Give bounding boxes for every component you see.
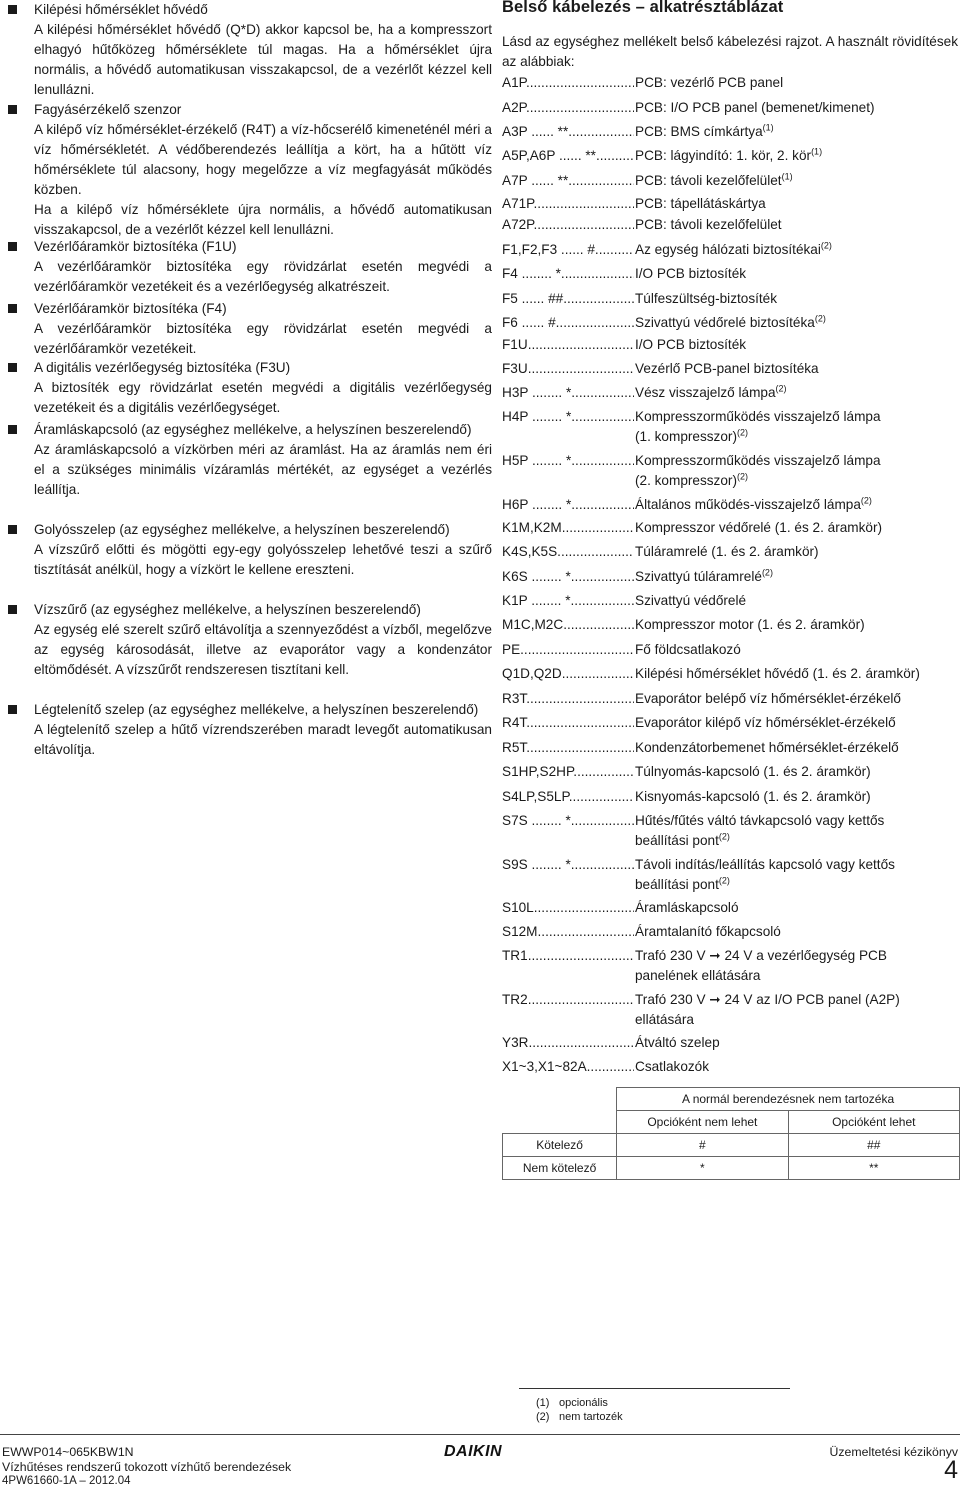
- part-description-text: Szivattyú túláramrelé: [635, 569, 762, 584]
- part-description: [635, 1033, 960, 1053]
- part-description-text: PCB: távoli kezelőfelület: [635, 217, 782, 232]
- part-description-text: PCB: BMS címkártya: [635, 124, 763, 139]
- part-description-text: PCB: távoli kezelőfelület: [635, 173, 782, 188]
- page-number: 4: [944, 1456, 958, 1484]
- part-code: [502, 946, 634, 966]
- part-code-text: A2P: [502, 100, 526, 115]
- part-description: [635, 567, 960, 587]
- part-description: [635, 738, 960, 758]
- part-description: [635, 264, 960, 284]
- bullet-heading: Légtelenítő szelep (az egységhez mellékelve, a helyszínen beszerelendő): [34, 702, 479, 717]
- part-description-text: Túláramrelé (1. és 2. áramkör): [635, 544, 819, 559]
- part-code: [502, 335, 634, 355]
- part-description-text: Kompresszorműködés visszajelző lámpa: [635, 453, 881, 468]
- part-description-line2: (2. kompresszor): [635, 473, 737, 488]
- footnote-text: nem tartozék: [559, 1411, 623, 1423]
- part-code: [502, 171, 634, 191]
- bullet-item: [6, 237, 492, 297]
- part-description-text: Túlfeszültség-biztosíték: [635, 291, 778, 306]
- part-description-text: I/O PCB biztosíték: [635, 337, 747, 352]
- part-description: [635, 898, 960, 918]
- part-code-text: K4S,K5S: [502, 544, 558, 559]
- footnote-text: opcionális: [559, 1397, 608, 1409]
- footnote-ref: (2): [814, 313, 826, 324]
- legend-cell: **: [788, 1157, 959, 1180]
- bullet-text: Ha a kilépő víz hőmérséklete újra normális, a hővédő automatikusan visszakapcsol, de a vezérlőt kézzel kell lenullázni.: [34, 202, 492, 237]
- part-description-text: I/O PCB biztosíték: [635, 266, 747, 281]
- part-description-text: Trafó 230 V ➞ 24 V az I/O PCB panel (A2P): [635, 992, 900, 1007]
- part-code: [502, 98, 634, 118]
- part-code: [502, 215, 634, 235]
- part-code-text: F1,F2,F3 ...... #: [502, 242, 595, 257]
- part-code: [502, 898, 634, 918]
- part-description: [635, 335, 960, 355]
- part-code-text: Q1D,Q2D: [502, 666, 562, 681]
- part-description-line2: panelének ellátására: [635, 968, 761, 983]
- part-code: [502, 762, 634, 782]
- footnote: [536, 1396, 608, 1410]
- part-description: [635, 383, 960, 403]
- part-code-text: A72P: [502, 217, 534, 232]
- square-bullet-icon: [8, 242, 17, 251]
- part-code: [502, 615, 634, 635]
- bullet-item: [6, 520, 492, 580]
- square-bullet-icon: [8, 304, 17, 313]
- part-description-text: Kompresszorműködés visszajelző lámpa: [635, 409, 881, 424]
- footer-manual-title: Üzemeltetési kézikönyv: [829, 1445, 958, 1459]
- part-description: [635, 451, 960, 491]
- part-code: [502, 313, 634, 333]
- part-description-text: Áramtalanító főkapcsoló: [635, 924, 781, 939]
- part-description: [635, 215, 960, 235]
- part-description-text: Trafó 230 V ➞ 24 V a vezérlőegység PCB: [635, 948, 887, 963]
- part-code: [502, 240, 634, 260]
- part-code: [502, 542, 634, 562]
- square-bullet-icon: [8, 5, 17, 14]
- part-code: [502, 640, 634, 660]
- footnote-ref: (1): [781, 171, 793, 182]
- part-code-text: S12M: [502, 924, 538, 939]
- bullet-text: A biztosíték egy rövidzárlat esetén megvédi a digitális vezérlőegység vezetékeit és a digitális vezérlőegységet.: [34, 380, 492, 415]
- part-code-text: A3P ...... **: [502, 124, 569, 139]
- part-description: [635, 946, 960, 986]
- part-code-text: H4P ........ *: [502, 409, 572, 424]
- bullet-text: Az áramláskapcsoló a vízkörben méri az áramlást. Ha az áramlás nem éri el a szükséges minimális vízáramlás mértékét, az egységet a vezérlés leállítja.: [34, 442, 492, 497]
- bullet-heading: Áramláskapcsoló (az egységhez mellékelve, a helyszínen beszerelendő): [34, 422, 472, 437]
- part-description-line2: beállítási pont: [635, 833, 719, 848]
- part-description-text: Kilépési hőmérséklet hővédő (1. és 2. áramkör): [635, 666, 920, 681]
- part-code: [502, 811, 634, 831]
- part-description-text: Csatlakozók: [635, 1059, 710, 1074]
- bullet-heading: Vezérlőáramkör biztosítéka (F4): [34, 301, 227, 316]
- part-description-text: Szivattyú védőrelé biztosítéka: [635, 315, 815, 330]
- part-code-text: A7P ...... **: [502, 173, 569, 188]
- part-description-line2: beállítási pont: [635, 877, 719, 892]
- footnote-ref: (2): [718, 875, 730, 886]
- part-description-text: Evaporátor belépő víz hőmérséklet-érzékelő: [635, 691, 901, 706]
- section-title: Belső kábelezés – alkatrésztáblázat: [502, 0, 784, 16]
- footnote-ref: (2): [820, 240, 832, 251]
- part-code: [502, 495, 634, 515]
- part-description: [635, 591, 960, 611]
- square-bullet-icon: [8, 605, 17, 614]
- daikin-logo: [444, 1442, 518, 1463]
- legend-cell: #: [617, 1134, 788, 1157]
- footnote-number: (1): [536, 1397, 550, 1409]
- part-code-text: PE: [502, 642, 521, 657]
- square-bullet-icon: [8, 363, 17, 372]
- part-code-text: TR2: [502, 992, 528, 1007]
- part-description-line2: ellátására: [635, 1012, 694, 1027]
- part-code-text: Y3R: [502, 1035, 529, 1050]
- part-description-text: Szivattyú védőrelé: [635, 593, 747, 608]
- part-code: [502, 689, 634, 709]
- part-code-text: F1U: [502, 337, 528, 352]
- square-bullet-icon: [8, 525, 17, 534]
- part-code-text: X1~3,X1~82A: [502, 1059, 587, 1074]
- part-description-text: PCB: vezérlő PCB panel: [635, 75, 784, 90]
- part-code-text: H6P ........ *: [502, 497, 572, 512]
- part-code: [502, 922, 634, 942]
- part-code-text: A1P: [502, 75, 526, 90]
- part-code-text: K1M,K2M: [502, 520, 562, 535]
- bullet-heading: A digitális vezérlőegység biztosítéka (F3U): [34, 360, 291, 375]
- part-description-text: Vezérlő PCB-panel biztosítéka: [635, 361, 819, 376]
- part-description-text: Az egység hálózati biztosítékai: [635, 242, 821, 257]
- part-code-text: R5T: [502, 740, 527, 755]
- part-code-text: S4LP,S5LP: [502, 789, 569, 804]
- part-code-text: K6S ........ *: [502, 569, 571, 584]
- part-description: [635, 664, 960, 684]
- part-description: [635, 359, 960, 379]
- part-description: [635, 73, 960, 93]
- part-description-text: Kondenzátorbemenet hőmérséklet-érzékelő: [635, 740, 899, 755]
- part-code-text: F6 ...... #: [502, 315, 556, 330]
- part-code-text: A5P,A6P ...... **: [502, 148, 596, 163]
- legend-col-2: Opcióként lehet: [788, 1111, 959, 1134]
- bullet-item: [6, 0, 492, 100]
- part-code-text: F3U: [502, 361, 528, 376]
- square-bullet-icon: [8, 425, 17, 434]
- part-code-text: K1P ........ *: [502, 593, 571, 608]
- part-code-text: R3T: [502, 691, 527, 706]
- part-code: [502, 359, 634, 379]
- part-code: [502, 73, 634, 93]
- part-description: [635, 640, 960, 660]
- legend-cell: ##: [788, 1134, 959, 1157]
- footnote-ref: (2): [736, 471, 748, 482]
- footnote-ref: (2): [775, 383, 787, 394]
- part-description: [635, 713, 960, 733]
- part-description: [635, 689, 960, 709]
- part-description: [635, 289, 960, 309]
- part-code-text: F4 ........ *: [502, 266, 561, 281]
- bullet-text: Az egység elé szerelt szűrő eltávolítja a szennyeződést a vízből, megelőzve az egység károsodását, illetve az evaporátor vagy a kondenzátor eltömődését. A vízszűrőt rendszeresen tisztítani kell.: [34, 622, 492, 677]
- part-code-text: S1HP,S2HP: [502, 764, 574, 779]
- part-description-text: Hűtés/fűtés váltó távkapcsoló vagy kettős: [635, 813, 885, 828]
- part-description: [635, 171, 960, 191]
- section-intro: Lásd az egységhez mellékelt belső kábelezési rajzot. A használt rövidítések az alábbiak:: [502, 34, 958, 69]
- part-description: [635, 922, 960, 942]
- bullet-item: [6, 700, 492, 760]
- part-description: [635, 98, 960, 118]
- legend-header: A normál berendezésnek nem tartozéka: [617, 1088, 960, 1111]
- part-code-text: H3P ........ *: [502, 385, 572, 400]
- part-description: [635, 122, 960, 142]
- part-description-text: Általános működés-visszajelző lámpa: [635, 497, 861, 512]
- part-code: [502, 1057, 634, 1077]
- part-description: [635, 407, 960, 447]
- part-code: [502, 146, 634, 166]
- footer-doc-number: 4PW61660-1A – 2012.04: [2, 1475, 131, 1487]
- bullet-text: A légtelenítő szelep a hűtő vízrendszerében maradt levegőt automatikusan eltávolítja.: [34, 722, 492, 757]
- bullet-item: [6, 420, 492, 500]
- footer-rule: [0, 1434, 960, 1435]
- bullet-text: A vezérlőáramkör biztosítéka egy rövidzárlat esetén megvédi a vezérlőáramkör vezetékeit.: [34, 321, 492, 356]
- part-description: [635, 146, 960, 166]
- part-code: [502, 518, 634, 538]
- legend-row: [503, 1157, 960, 1180]
- footnote-ref: (2): [718, 831, 730, 842]
- daikin-logo-text: DAIKIN: [444, 1443, 503, 1458]
- bullet-text: A vezérlőáramkör biztosítéka egy rövidzárlat esetén megvédi a vezérlőáramkör vezetékeit és a vezérlőegység alkatrészeit.: [34, 259, 492, 294]
- part-description-text: Távoli indítás/leállítás kapcsoló vagy kettős: [635, 857, 895, 872]
- part-description: [635, 495, 960, 515]
- part-description-text: PCB: lágyindító: 1. kör, 2. kör: [635, 148, 812, 163]
- part-description-text: Kisnyomás-kapcsoló (1. és 2. áramkör): [635, 789, 871, 804]
- legend-cell: *: [617, 1157, 788, 1180]
- footnote-ref: (1): [762, 122, 774, 133]
- part-description: [635, 855, 960, 895]
- part-description-text: Kompresszor védőrelé (1. és 2. áramkör): [635, 520, 883, 535]
- footnote-ref: (2): [860, 495, 872, 506]
- legend-row-label: Nem kötelező: [503, 1157, 617, 1180]
- bullet-item: [6, 600, 492, 680]
- footnote-number: (2): [536, 1411, 550, 1423]
- part-code: [502, 738, 634, 758]
- bullet-heading: Kilépési hőmérséklet hővédő: [34, 2, 208, 17]
- part-code: [502, 591, 634, 611]
- footnote: [536, 1410, 623, 1424]
- legend-row-label: Kötelező: [503, 1134, 617, 1157]
- part-description-text: PCB: I/O PCB panel (bemenet/kimenet): [635, 100, 875, 115]
- footnote-rule: [519, 1388, 790, 1389]
- bullet-text: A vízszűrő előtti és mögötti egy-egy golyósszelep lehetővé teszi a szűrő tisztítását anélkül, hogy a vízkört le kellene ereszteni.: [34, 542, 492, 577]
- bullet-heading: Golyósszelep (az egységhez mellékelve, a helyszínen beszerelendő): [34, 522, 450, 537]
- footnote-ref: (2): [736, 427, 748, 438]
- square-bullet-icon: [8, 705, 17, 714]
- part-code: [502, 664, 634, 684]
- part-description: [635, 615, 960, 635]
- part-description: [635, 194, 960, 214]
- square-bullet-icon: [8, 105, 17, 114]
- part-description-text: Áramláskapcsoló: [635, 900, 739, 915]
- footer-subtitle: Vízhűtéses rendszerű tokozott vízhűtő berendezések: [2, 1460, 292, 1474]
- part-description-text: PCB: tápellátáskártya: [635, 196, 766, 211]
- part-description: [635, 313, 960, 333]
- part-description: [635, 518, 960, 538]
- part-code-text: M1C,M2C: [502, 617, 564, 632]
- part-description-text: Kompresszor motor (1. és 2. áramkör): [635, 617, 865, 632]
- part-description-text: Evaporátor kilépő víz hőmérséklet-érzékelő: [635, 715, 896, 730]
- footer-model: EWWP014~065KBW1N: [2, 1445, 134, 1459]
- part-description-line2: (1. kompresszor): [635, 429, 737, 444]
- bullet-item: [6, 358, 492, 418]
- legend-col-1: Opcióként nem lehet: [617, 1111, 788, 1134]
- part-description: [635, 762, 960, 782]
- part-code-text: F5 ...... ##: [502, 291, 564, 306]
- part-code-text: H5P ........ *: [502, 453, 572, 468]
- bullet-item: [6, 100, 492, 240]
- bullet-text: A kilépési hőmérséklet hővédő (Q*D) akkor kapcsol be, ha a kompresszort elhagyó hűtőközeg hőmérséklete túl magas. Ha a hőmérséklet újra normális, a hővédő automatikusan visszakapcsol, de a vezérlőt kézzel kell lenullázni.: [34, 22, 492, 97]
- bullet-heading: Fagyásérzékelő szenzor: [34, 102, 182, 117]
- legend-row: [503, 1134, 960, 1157]
- part-code: [502, 713, 634, 733]
- bullet-heading: Vízszűrő (az egységhez mellékelve, a helyszínen beszerelendő): [34, 602, 421, 617]
- footnote-ref: (2): [761, 567, 773, 578]
- part-code: [502, 451, 634, 471]
- part-code: [502, 122, 634, 142]
- part-code-text: A71P: [502, 196, 534, 211]
- part-description-text: Túlnyomás-kapcsoló (1. és 2. áramkör): [635, 764, 871, 779]
- part-code: [502, 990, 634, 1010]
- daikin-logo-icon: [444, 1442, 518, 1458]
- part-description: [635, 1057, 960, 1077]
- part-code: [502, 194, 634, 214]
- bullet-item: [6, 299, 492, 359]
- part-code-text: TR1: [502, 948, 528, 963]
- part-code: [502, 264, 634, 284]
- part-code: [502, 567, 634, 587]
- part-code: [502, 289, 634, 309]
- part-description: [635, 542, 960, 562]
- part-description-text: Fő földcsatlakozó: [635, 642, 741, 657]
- part-description-text: Átváltó szelep: [635, 1035, 720, 1050]
- part-code: [502, 787, 634, 807]
- part-code: [502, 383, 634, 403]
- bullet-text: A kilépő víz hőmérséklet-érzékelő (R4T) a víz-hőcserélő kimeneténél méri a víz hőmérsékletét. A védőberendezés leállítja a kört, ha a hűtött víz hőmérséklete túl alacsony, hogy megelőzze a víz megfagyását működés közben.: [34, 122, 492, 197]
- part-code: [502, 1033, 634, 1053]
- bullet-heading: Vezérlőáramkör biztosítéka (F1U): [34, 239, 237, 254]
- footnote-ref: (1): [811, 146, 823, 157]
- part-description: [635, 811, 960, 851]
- part-code: [502, 855, 634, 875]
- legend-table: [502, 1087, 960, 1180]
- part-description: [635, 990, 960, 1030]
- part-code-text: R4T: [502, 715, 527, 730]
- part-description: [635, 240, 960, 260]
- part-description: [635, 787, 960, 807]
- part-code-text: S7S ........ *: [502, 813, 571, 828]
- part-code-text: S9S ........ *: [502, 857, 571, 872]
- part-description-text: Vész visszajelző lámpa: [635, 385, 776, 400]
- part-code: [502, 407, 634, 427]
- part-code-text: S10L: [502, 900, 534, 915]
